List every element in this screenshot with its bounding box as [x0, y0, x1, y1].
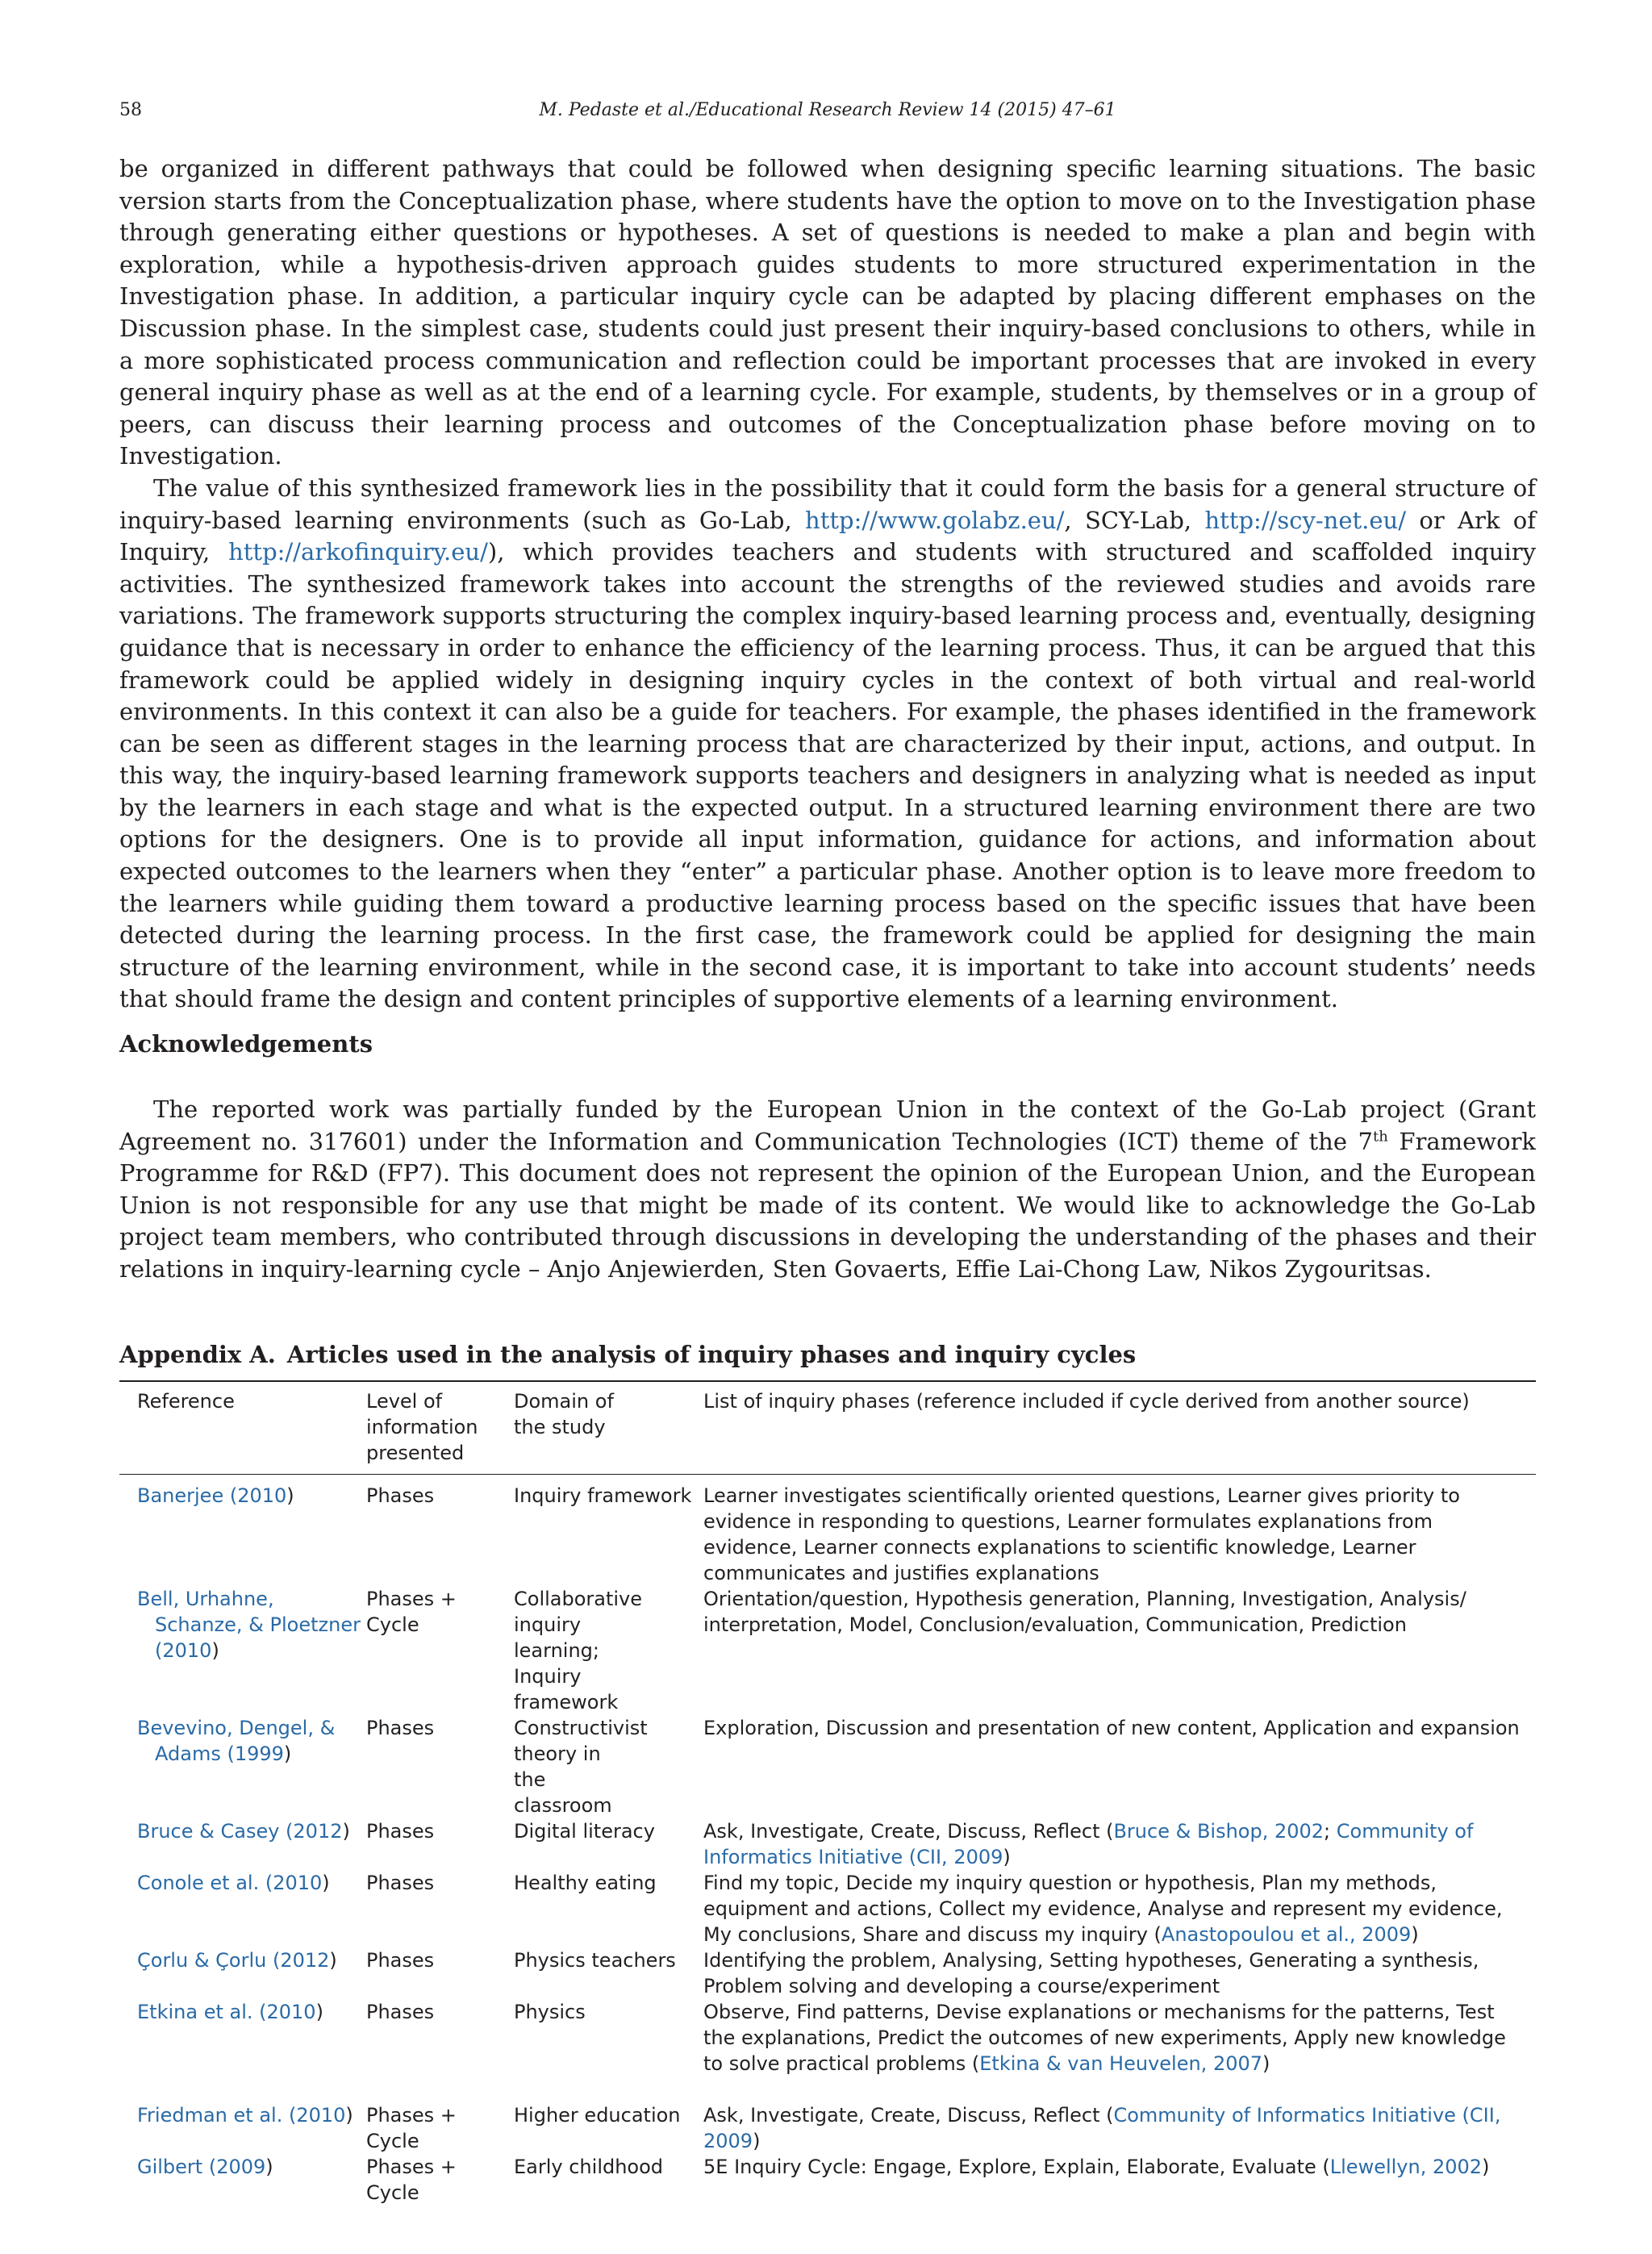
domain-cell: Healthy eating: [514, 1872, 657, 1894]
reference-link[interactable]: Bell, Urhahne, Schanze, & Ploetzner (2010: [137, 1588, 361, 1662]
level-cell: Phases + Cycle: [366, 1588, 457, 1636]
phases-cell: [703, 1999, 1536, 2077]
table-row: [119, 1999, 1536, 2077]
citation-link[interactable]: Community of Informatics Initiative (CII, 2009: [703, 1820, 1474, 1868]
phases-text: ): [1003, 1846, 1011, 1868]
citation-link[interactable]: Etkina & van Heuvelen, 2007: [979, 2052, 1263, 2075]
table-row: [119, 1586, 1536, 1715]
phases-text: Ask, Investigate, Create, Discuss, Reflect (: [703, 2104, 1114, 2127]
reference-cell: [137, 1715, 366, 1767]
reference-cell: [137, 1947, 366, 1973]
golab-link[interactable]: http://www.golabz.eu/: [805, 506, 1065, 534]
page-number: 58: [119, 100, 142, 120]
paragraph-2: [119, 473, 1536, 1016]
page-header: [119, 100, 1536, 129]
reference-cell: [137, 1999, 366, 2025]
phases-text: ): [1482, 2156, 1490, 2178]
col-header-phases: List of inquiry phases (reference included if cycle derived from another source): [703, 1390, 1470, 1413]
appendix-title: Articles used in the analysis of inquiry phases and inquiry cycles: [286, 1341, 1137, 1368]
reference-cell: [137, 1870, 366, 1896]
reference-cell: [137, 2154, 366, 2180]
reference-close: ): [286, 1484, 294, 1507]
table-row: [119, 1947, 1536, 1999]
level-cell: Phases: [366, 1717, 435, 1739]
paragraph-2-text: , SCY-Lab,: [1064, 506, 1205, 534]
citation-link[interactable]: Llewellyn, 2002: [1329, 2156, 1483, 2178]
appendix-label: Appendix A.: [119, 1341, 276, 1368]
paragraph-1: be organized in different pathways that could be followed when designing specific learning situations. The basic version starts from the Conceptualization phase, where students have the option to move on to the Investigation phase through generating either questions or hypotheses. A set of questions is needed to make a plan and begin with exploration, while a hypothesis-driven approach guides students to more structured experimentation in the Investigation phase. In addition, a particular inquiry cycle can be adapted by placing different emphases on the Discussion phase. In the simplest case, students could just present their inquiry-based conclusions to others, while in a more sophisticated process communication and reflection could be important processes that are invoked in every general inquiry phase as well as at the end of a learning cycle. For example, students, by themselves or in a group of peers, can discuss their learning process and outcomes of the Conceptualization phase before moving on to Investigation.: [119, 155, 1536, 470]
domain-cell: Early childhood: [514, 2156, 664, 2178]
reference-link[interactable]: Çorlu & Çorlu (2012: [137, 1949, 330, 1972]
reference-link[interactable]: Etkina et al. (2010: [137, 2001, 316, 2023]
domain-cell: Higher education: [514, 2104, 681, 2127]
reference-link[interactable]: Gilbert (2009: [137, 2156, 266, 2178]
table-row: [119, 2077, 1536, 2154]
domain-cell: Physics: [514, 2001, 586, 2023]
phases-text: Ask, Investigate, Create, Discuss, Reflect (: [703, 1820, 1114, 1843]
reference-close: ): [329, 1949, 337, 1972]
level-cell: Phases: [366, 2001, 435, 2023]
reference-cell: [137, 2102, 366, 2128]
level-cell: Phases + Cycle: [366, 2156, 457, 2204]
reference-close: ): [345, 2104, 353, 2127]
domain-cell: Inquiry framework: [514, 1484, 692, 1507]
reference-cell: [137, 1586, 366, 1663]
level-cell: Phases: [366, 1949, 435, 1972]
phases-cell: [703, 2154, 1536, 2206]
domain-cell: Constructivist theory in the classroom: [514, 1717, 648, 1817]
appendix-table: [119, 1380, 1536, 2206]
reference-cell: [137, 1818, 366, 1844]
table-row: [119, 2154, 1536, 2206]
phases-cell: Orientation/question, Hypothesis generation, Planning, Investigation, Analysis/ interpretation, Model, Conclusion/evaluation, Communication, Prediction: [703, 1588, 1466, 1636]
reference-link[interactable]: Friedman et al. (2010: [137, 2104, 346, 2127]
reference-link[interactable]: Conole et al. (2010: [137, 1872, 323, 1894]
reference-close: ): [342, 1820, 350, 1843]
phases-cell: [703, 2077, 1536, 2154]
table-row: [119, 1715, 1536, 1818]
phases-cell: Identifying the problem, Analysing, Setting hypotheses, Generating a synthesis, Problem solving and developing a course/experiment: [703, 1949, 1479, 1997]
domain-cell: Physics teachers: [514, 1949, 676, 1972]
appendix-heading: [119, 1341, 1136, 1368]
phases-text: ): [1411, 1923, 1419, 1946]
body-text: [119, 153, 1536, 1016]
col-header-level: Level of information presented: [366, 1390, 478, 1464]
table-row: [119, 1475, 1536, 1586]
ack-text: The reported work was partially funded by the European Union in the context of the Go-Lab project (Grant Agreement no. 317601) under the Information and Communication Technologies (ICT) theme of the 7: [119, 1096, 1536, 1155]
phases-text: ;: [1324, 1820, 1337, 1843]
ark-of-inquiry-link[interactable]: http://arkofinquiry.eu/: [228, 538, 488, 566]
phases-cell: [703, 1818, 1536, 1870]
reference-close: ): [322, 1872, 330, 1894]
table-row: [119, 1870, 1536, 1947]
phases-text: Find my topic, Decide my inquiry question or hypothesis, Plan my methods, equipment and actions, Collect my evidence, Analyse and represent my evidence, My conclusions, Share and discuss my inquiry (: [703, 1872, 1503, 1946]
acknowledgements-text: [119, 1094, 1536, 1286]
scy-lab-link[interactable]: http://scy-net.eu/: [1204, 506, 1406, 534]
level-cell: Phases + Cycle: [366, 2104, 457, 2152]
acknowledgements-heading: Acknowledgements: [119, 1030, 373, 1058]
phases-text: Observe, Find patterns, Devise explanations or mechanisms for the patterns, Test the explanations, Predict the outcomes of new experiments, Apply new knowledge to solve practical problems (: [703, 2001, 1506, 2075]
domain-cell: Digital literacy: [514, 1820, 655, 1843]
domain-cell: Collaborative inquiry learning; Inquiry framework: [514, 1588, 643, 1713]
reference-link[interactable]: Bruce & Casey (2012: [137, 1820, 343, 1843]
phases-cell: Learner investigates scientifically oriented questions, Learner gives priority to evidence in responding to questions, Learner formulates explanations from evidence, Learner connects explanations to scientific knowledge, Learner communicates and justifies explanations: [703, 1484, 1460, 1584]
citation-link[interactable]: Community of Informatics Initiative (CII, 2009: [703, 2104, 1501, 2152]
reference-link[interactable]: Banerjee (2010: [137, 1484, 287, 1507]
reference-close: ): [265, 2156, 273, 2178]
table-header-row: [119, 1382, 1536, 1474]
citation-link[interactable]: Anastopoulou et al., 2009: [1161, 1923, 1412, 1946]
ack-superscript: th: [1373, 1127, 1388, 1145]
level-cell: Phases: [366, 1820, 435, 1843]
col-header-reference: Reference: [137, 1390, 235, 1413]
level-cell: Phases: [366, 1872, 435, 1894]
phases-text: ): [1262, 2052, 1270, 2075]
level-cell: Phases: [366, 1484, 435, 1507]
phases-text: 5E Inquiry Cycle: Engage, Explore, Explain, Elaborate, Evaluate (: [703, 2156, 1330, 2178]
citation-link[interactable]: Bruce & Bishop, 2002: [1113, 1820, 1325, 1843]
reference-close: ): [211, 1639, 219, 1662]
paragraph-2-text: or Ark of Inquiry,: [119, 506, 1536, 566]
phases-text: ): [753, 2130, 761, 2152]
reference-close: ): [315, 2001, 323, 2023]
phases-cell: [703, 1870, 1536, 1947]
reference-close: ): [283, 1743, 292, 1765]
col-header-domain: Domain of the study: [514, 1390, 614, 1438]
paragraph-2-text: The value of this synthesized framework lies in the possibility that it could form the basis for a general structure of inquiry-based learning environments (such as Go-Lab,: [119, 474, 1536, 534]
phases-cell: Exploration, Discussion and presentation of new content, Application and expansion: [703, 1717, 1520, 1739]
ack-text: Framework Programme for R&D (FP7). This document does not represent the opinion of the European Union, and the European Union is not responsible for any use that might be made of its content. We would like to acknowledge the Go-Lab project team members, who contributed through discussions in developing the understanding of the phases and their relations in inquiry-learning cycle – Anjo Anjewierden, Sten Govaerts, Effie Lai-Chong Law, Nikos Zygouritsas.: [119, 1127, 1536, 1283]
reference-link[interactable]: Bevevino, Dengel, & Adams (1999: [137, 1717, 336, 1765]
reference-cell: [137, 1483, 366, 1509]
running-head: M. Pedaste et al./Educational Research Review 14 (2015) 47–61: [539, 100, 1116, 120]
paragraph-2-text: ), which provides teachers and students with structured and scaffolded inquiry activities. The synthesized framework takes into account the strengths of the reviewed studies and avoids rare variations. The framework supports structuring the complex inquiry-based learning process and, eventually, designing guidance that is necessary in order to enhance the efficiency of the learning process. Thus, it can be argued that this framework could be applied widely in designing inquiry cycles in the context of both virtual and real-world environments. In this context it can also be a guide for teachers. For example, the phases identified in the framework can be seen as different stages in the learning process that are characterized by their input, actions, and output. In this way, the inquiry-based learning framework supports teachers and designers in analyzing what is needed as input by the learners in each stage and what is the expected output. In a structured learning environment there are two options for the designers. One is to provide all input information, guidance for actions, and information about expected outcomes to the learners when they “enter” a particular phase. Another option is to leave more freedom to the learners while guiding them toward a productive learning process based on the specific issues that have been detected during the learning process. In the first case, the framework could be applied for designing the main structure of the learning environment, while in the second case, it is important to take into account students’ needs that should frame the design and content principles of supportive elements of a learning environment.: [119, 538, 1536, 1013]
table-row: [119, 1818, 1536, 1870]
